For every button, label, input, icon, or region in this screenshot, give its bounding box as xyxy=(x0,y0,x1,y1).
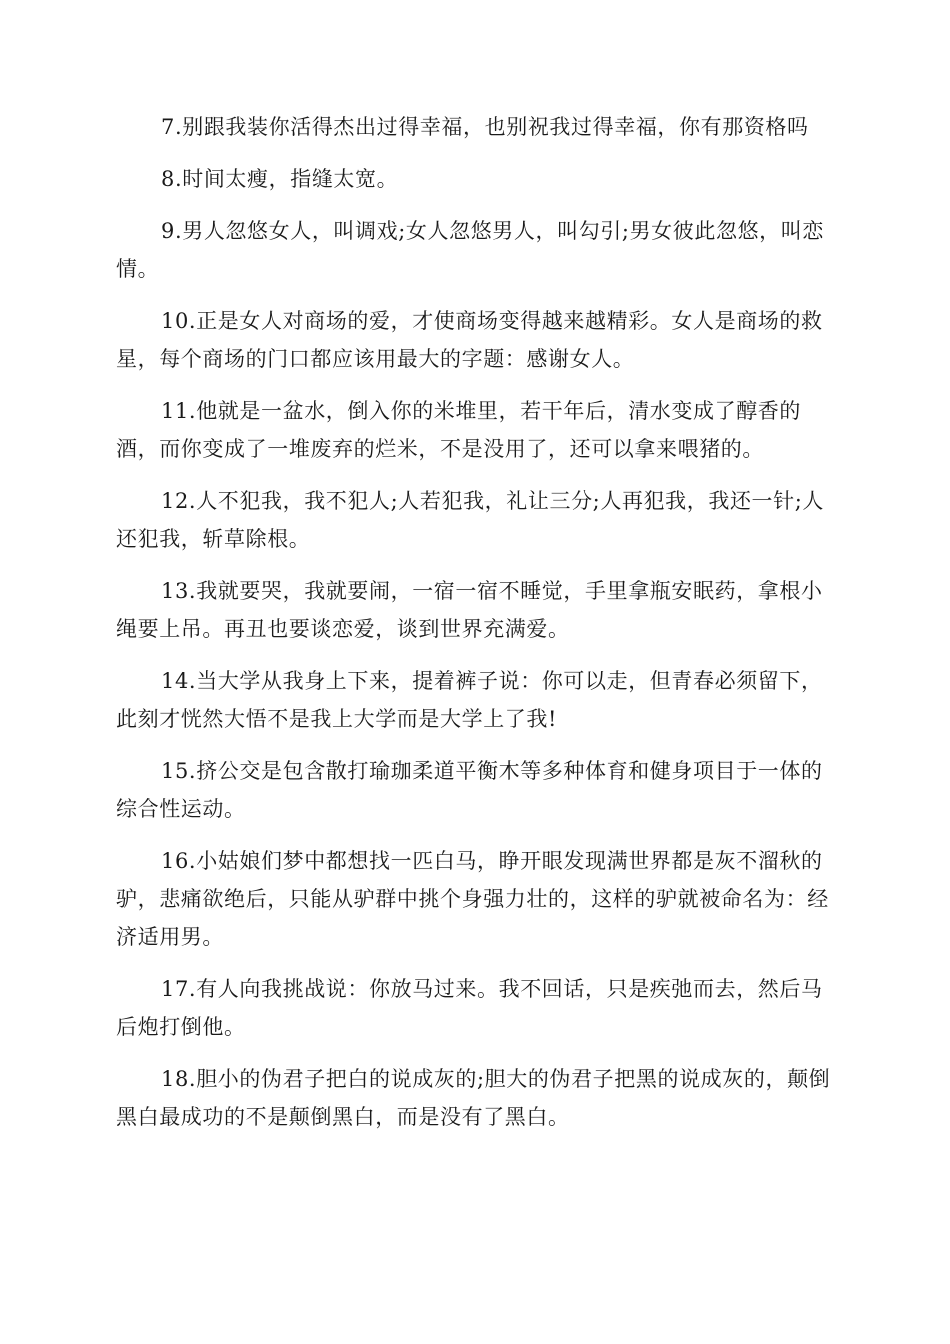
paragraph-14: 14.当大学从我身上下来，提着裤子说：你可以走，但青春必须留下，此刻才恍然大悟不是我上大学而是大学上了我! xyxy=(116,669,823,731)
paragraph-15: 15.挤公交是包含散打瑜珈柔道平衡木等多种体育和健身项目于一体的综合性运动。 xyxy=(116,759,823,821)
paragraph-16: 16.小姑娘们梦中都想找一匹白马，睁开眼发现满世界都是灰不溜秋的驴，悲痛欲绝后，只能从驴群中挑个身强力壮的，这样的驴就被命名为：经济适用男。 xyxy=(116,849,829,949)
paragraph-12: 12.人不犯我，我不犯人;人若犯我，礼让三分;人再犯我，我还一针;人还犯我，斩草除根。 xyxy=(116,489,825,551)
paragraph-8: 8.时间太瘦，指缝太宽。 xyxy=(161,167,399,191)
paragraph-10: 10.正是女人对商场的爱，才使商场变得越来越精彩。女人是商场的救星，每个商场的门口都应该用最大的字题：感谢女人。 xyxy=(116,309,823,371)
paragraph-9: 9.男人忽悠女人，叫调戏;女人忽悠男人，叫勾引;男女彼此忽悠，叫恋情。 xyxy=(116,219,824,281)
document-body xyxy=(116,108,836,1150)
paragraph-17: 17.有人向我挑战说：你放马过来。我不回话，只是疾弛而去，然后马后炮打倒他。 xyxy=(116,977,823,1039)
paragraph-7: 7.别跟我装你活得杰出过得幸福，也别祝我过得幸福，你有那资格吗 xyxy=(161,115,809,139)
paragraph-11: 11.他就是一盆水，倒入你的米堆里，若干年后，清水变成了醇香的酒，而你变成了一堆废弃的烂米，不是没用了，还可以拿来喂猪的。 xyxy=(116,399,801,461)
paragraph-18: 18.胆小的伪君子把白的说成灰的;胆大的伪君子把黑的说成灰的，颠倒黑白最成功的不是颠倒黑白，而是没有了黑白。 xyxy=(116,1067,831,1129)
paragraph-13: 13.我就要哭，我就要闹，一宿一宿不睡觉，手里拿瓶安眠药，拿根小绳要上吊。再丑也要谈恋爱，谈到世界充满爱。 xyxy=(116,579,823,641)
